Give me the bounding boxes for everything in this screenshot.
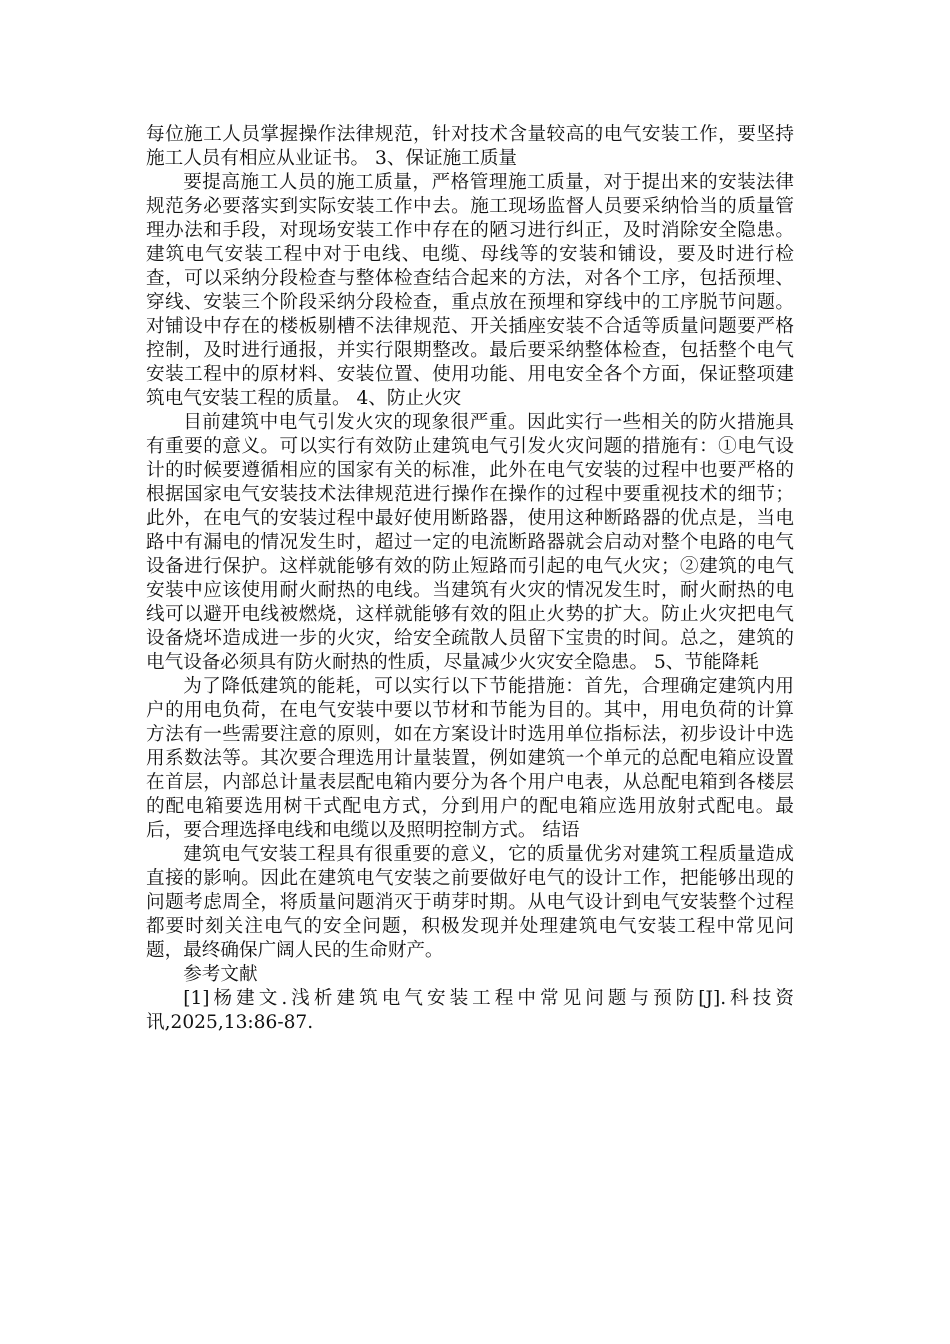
reference-item-1: [1]杨建文.浅析建筑电气安装工程中常见问题与预防[J].科技资讯,2025,13:86-87. [146, 988, 794, 1033]
paragraph-2: 要提高施工人员的施工质量，严格管理施工质量，对于提出来的安装法律规范务必要落实到实际安装工作中去。施工现场监督人员要采纳恰当的质量管理办法和手段，对现场安装工作中存在的陋习进行纠正，及时消除安全隐患。建筑电气安装工程中对于电线、电缆、母线等的安装和铺设，要及时进行检查，可以采纳分段检查与整体检查结合起来的方法，对各个工序，包括预埋、穿线、安装三个阶段采纳分段检查，重点放在预埋和穿线中的工序脱节问题。对铺设中存在的楼板剔槽不法律规范、开关插座安装不合适等质量问题要严格控制，及时进行通报，并实行限期整改。最后要采纳整体检查，包括整个电气安装工程中的原材料、安装位置、使用功能、用电安全各个方面，保证整项建筑电气安装工程的质量。 4、防止火灾 [146, 172, 794, 409]
paragraph-5: 建筑电气安装工程具有很重要的意义，它的质量优劣对建筑工程质量造成直接的影响。因此在建筑电气安装之前要做好电气的设计工作，把能够出现的问题考虑周全，将质量问题消灭于萌芽时期。从电气设计到电气安装整个过程都要时刻关注电气的安全问题，积极发现并处理建筑电气安装工程中常见问题，最终确保广阔人民的生命财产。 [146, 844, 794, 961]
document-body [146, 123, 794, 1035]
references-heading: 参考文献 [183, 964, 258, 985]
paragraph-4: 为了降低建筑的能耗，可以实行以下节能措施：首先，合理确定建筑内用户的用电负荷，在电气安装中要以节材和节能为目的。其中，用电负荷的计算方法有一些需要注意的原则，如在方案设计时选用单位指标法，初步设计中选用系数法等。其次要合理选用计量装置，例如建筑一个单元的总配电箱应设置在首层，内部总计量表层配电箱内要分为各个用户电表，从总配电箱到各楼层的配电箱要选用树干式配电方式，分到用户的配电箱应选用放射式配电。最后，要合理选择电线和电缆以及照明控制方式。 结语 [146, 676, 794, 841]
paragraph-3: 目前建筑中电气引发火灾的现象很严重。因此实行一些相关的防火措施具有重要的意义。可以实行有效防止建筑电气引发火灾问题的措施有：①电气设计的时候要遵循相应的国家有关的标准，此外在电气安装的过程中也要严格的根据国家电气安装技术法律规范进行操作在操作的过程中要重视技术的细节；此外，在电气的安装过程中最好使用断路器，使用这种断路器的优点是，当电路中有漏电的情况发生时，超过一定的电流断路器就会启动对整个电路的电气设备进行保护。这样就能够有效的防止短路而引起的电气火灾；②建筑的电气安装中应该使用耐火耐热的电线。当建筑有火灾的情况发生时，耐火耐热的电线可以避开电线被燃烧，这样就能够有效的阻止火势的扩大。防止火灾把电气设备烧坏造成进一步的火灾，给安全疏散人员留下宝贵的时间。总之，建筑的电气设备必须具有防火耐热的性质，尽量减少火灾安全隐患。 5、节能降耗 [146, 412, 794, 673]
paragraph-1: 每位施工人员掌握操作法律规范，针对技术含量较高的电气安装工作，要坚持施工人员有相应从业证书。 3、保证施工质量 [146, 124, 794, 169]
